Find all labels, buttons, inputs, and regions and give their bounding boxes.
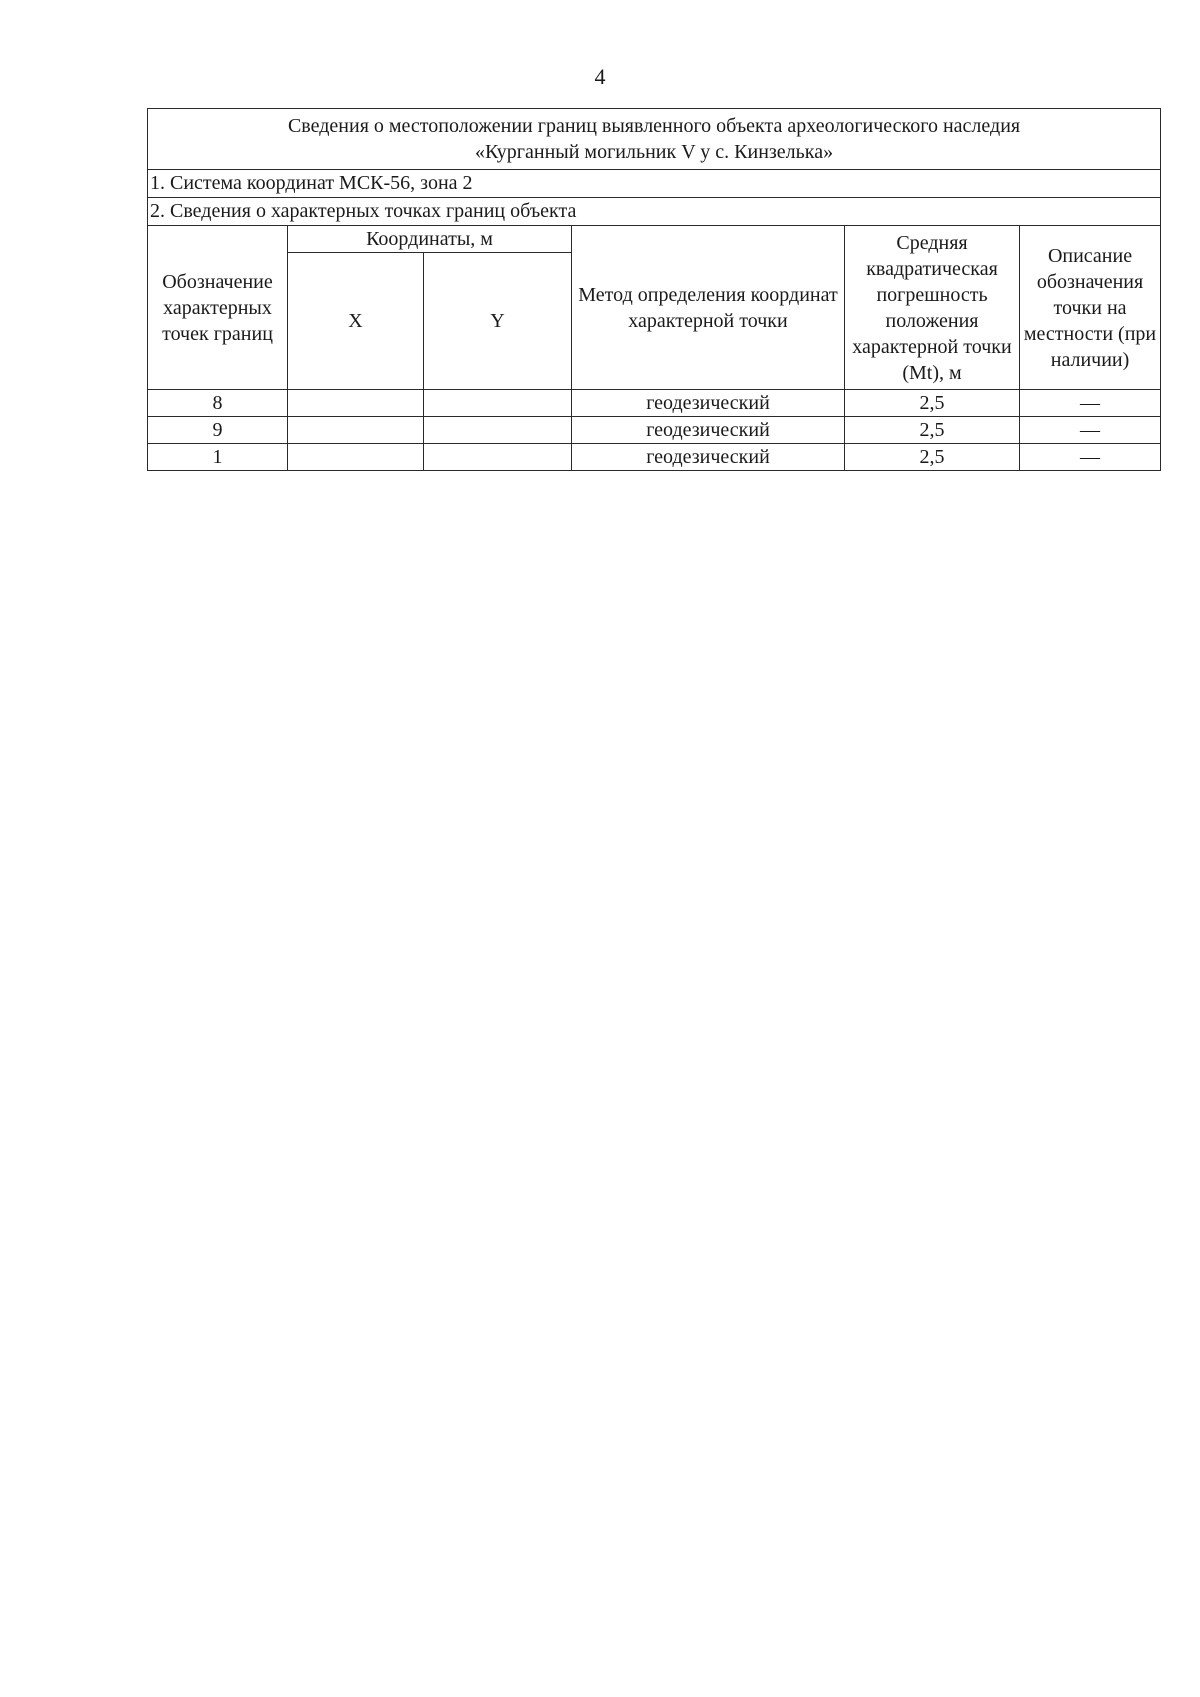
cell-method: геодезический bbox=[572, 390, 845, 417]
header-method: Метод определения координат характерной точки bbox=[572, 226, 845, 390]
section-row-coordinate-system bbox=[148, 170, 1161, 198]
cell-error: 2,5 bbox=[845, 444, 1020, 471]
table-row bbox=[148, 444, 1161, 471]
header-error: Средняя квадратическая погрешность положения характерной точки (Mt), м bbox=[845, 226, 1020, 390]
header-designation: Обозначение характерных точек границ bbox=[148, 226, 288, 390]
cell-method: геодезический bbox=[572, 417, 845, 444]
cell-description: — bbox=[1020, 390, 1161, 417]
cell-error: 2,5 bbox=[845, 417, 1020, 444]
header-y: Y bbox=[424, 253, 572, 390]
cell-point: 1 bbox=[148, 444, 288, 471]
cell-description: — bbox=[1020, 417, 1161, 444]
cell-y bbox=[424, 390, 572, 417]
cell-point: 9 bbox=[148, 417, 288, 444]
section-coordinate-system: 1. Система координат МСК-56, зона 2 bbox=[148, 170, 1161, 198]
header-x: X bbox=[288, 253, 424, 390]
cell-x bbox=[288, 417, 424, 444]
header-coordinates: Координаты, м bbox=[288, 226, 572, 253]
table-title-row bbox=[148, 109, 1161, 170]
cell-y bbox=[424, 444, 572, 471]
section-row-points bbox=[148, 198, 1161, 226]
table-row bbox=[148, 417, 1161, 444]
cell-x bbox=[288, 444, 424, 471]
page-number: 4 bbox=[594, 64, 606, 89]
cell-method: геодезический bbox=[572, 444, 845, 471]
header-row-1 bbox=[148, 226, 1161, 253]
table-title-line-1: Сведения о местоположении границ выявленного объекта археологического наследия bbox=[287, 115, 1021, 137]
table-row bbox=[148, 390, 1161, 417]
section-characteristic-points: 2. Сведения о характерных точках границ объекта bbox=[148, 198, 1161, 226]
cell-x bbox=[288, 390, 424, 417]
cell-point: 8 bbox=[148, 390, 288, 417]
cell-y bbox=[424, 417, 572, 444]
boundary-points-table bbox=[147, 108, 1161, 471]
header-description: Описание обозначения точки на местности (при наличии) bbox=[1020, 226, 1161, 390]
cell-description: — bbox=[1020, 444, 1161, 471]
cell-error: 2,5 bbox=[845, 390, 1020, 417]
table-title-line-2: «Курганный могильник V у с. Кинзелька» bbox=[474, 141, 834, 163]
table-title bbox=[148, 109, 1161, 170]
